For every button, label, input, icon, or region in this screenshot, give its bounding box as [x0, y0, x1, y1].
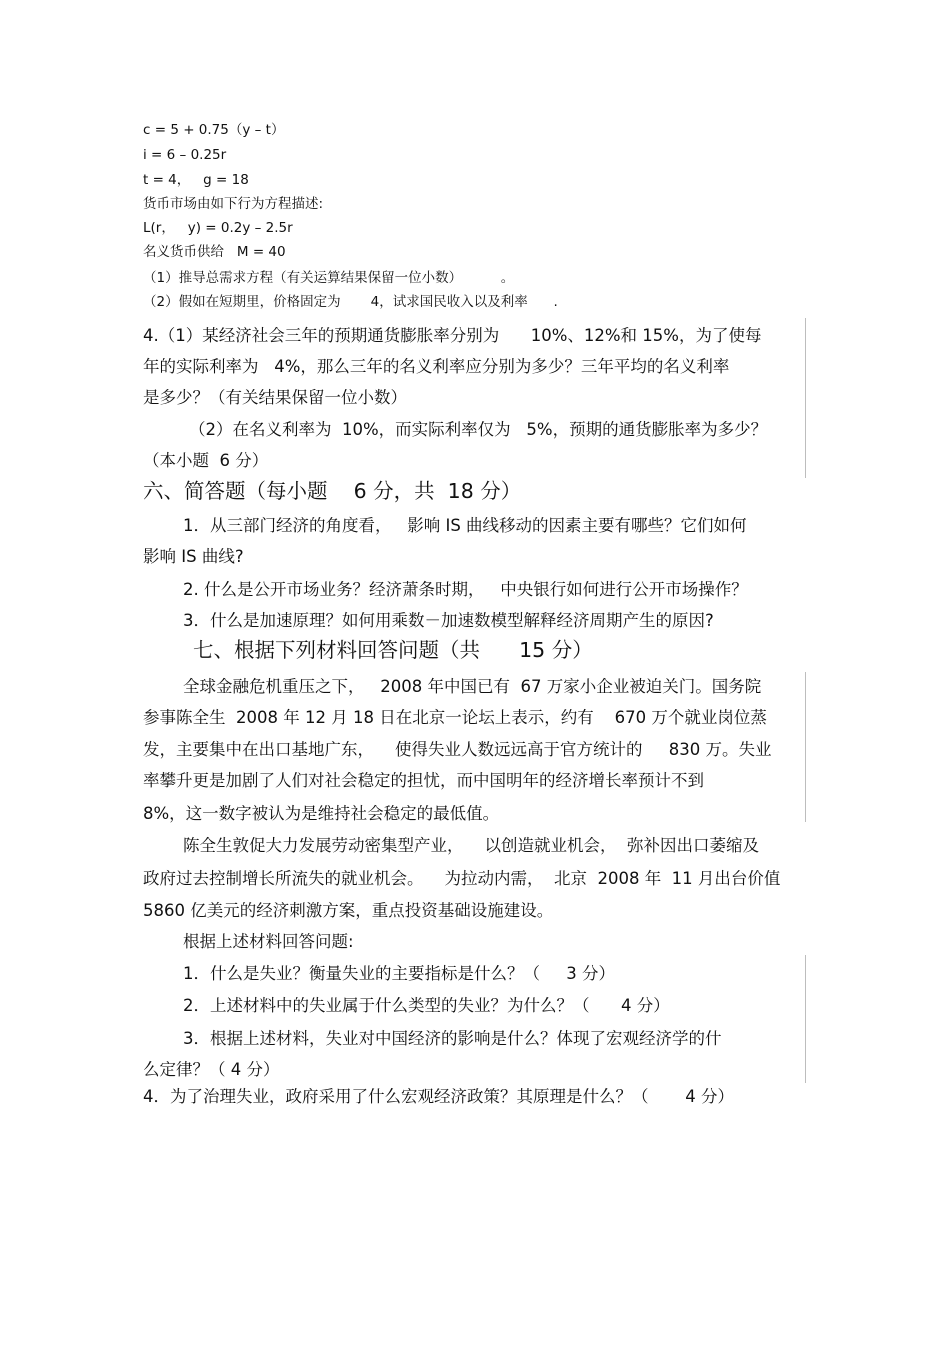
q3-subquestion-1: （1）推导总需求方程（有关运算结果保留一位小数） 。	[143, 270, 515, 286]
section7-paragraph-line: 率攀升更是加剧了人们对社会稳定的担忧，而中国明年的经济增长率预计不到	[143, 771, 704, 790]
q3-money-market-intro: 货币市场由如下行为方程描述:	[143, 196, 324, 212]
q4-line: 4.（1）某经济社会三年的预期通货膨胀率分别为 10%、12%和 15%，为了使每	[143, 326, 762, 345]
section7-question: 3．根据上述材料，失业对中国经济的影响是什么？体现了宏观经济学的什	[183, 1029, 722, 1048]
section7-paragraph-line: 全球金融危机重压之下， 2008 年中国已有 67 万家小企业被迫关门。国务院	[183, 677, 762, 696]
section7-paragraph-line: 8%，这一数字被认为是维持社会稳定的最低值。	[143, 804, 500, 823]
q3-money-supply: 名义货币供给 M = 40	[143, 244, 286, 260]
q3-equation-consumption: c = 5 + 0.75（y – t）	[143, 122, 285, 138]
section7-paragraph-line: 5860 亿美元的经济刺激方案，重点投资基础设施建设。	[143, 901, 554, 920]
q4-line: （本小题 6 分）	[143, 451, 269, 470]
section7-paragraph-line: 根据上述材料回答问题:	[183, 932, 354, 951]
section7-paragraph-line: 参事陈全生 2008 年 12 月 18 日在北京一论坛上表示，约有 670 万个就业岗位蒸	[143, 708, 767, 727]
section7-heading: 七、根据下列材料回答问题（共 15 分）	[193, 638, 593, 662]
q3-equation-money-demand: L(r， y) = 0.2y – 2.5r	[143, 220, 293, 236]
section7-question: 1．什么是失业？衡量失业的主要指标是什么？（ 3 分）	[183, 964, 615, 983]
section7-question: 2．上述材料中的失业属于什么类型的失业？为什么？（ 4 分）	[183, 996, 670, 1015]
section7-paragraph-line: 发，主要集中在出口基地广东， 使得失业人数远远高于官方统计的 830 万。失业	[143, 740, 772, 759]
section6-line: 1．从三部门经济的角度看， 影响 IS 曲线移动的因素主要有哪些？它们如何	[183, 516, 747, 535]
q4-margin-rule	[805, 318, 806, 478]
section6-line: 2. 什么是公开市场业务？经济萧条时期， 中央银行如何进行公开市场操作？	[183, 580, 748, 599]
section6-heading: 六、简答题（每小题 6 分，共 18 分）	[143, 479, 522, 503]
section7-question: 么定律？（ 4 分）	[143, 1060, 280, 1079]
q4-line: 年的实际利率为 4%，那么三年的名义利率应分别为多少？三年平均的名义利率	[143, 357, 730, 376]
q3-equation-investment: i = 6 – 0.25r	[143, 147, 227, 163]
q4-line: （2）在名义利率为 10%，而实际利率仅为 5%，预期的通货膨胀率为多少？	[189, 420, 768, 439]
section7-question: 4．为了治理失业，政府采用了什么宏观经济政策？其原理是什么？（ 4 分）	[143, 1087, 734, 1106]
section6-line: 影响 IS 曲线?	[143, 547, 244, 566]
section7-paragraph-line: 政府过去控制增长所流失的就业机会。 为拉动内需， 北京 2008 年 11 月出台价值	[143, 869, 781, 888]
section7-margin-rule	[805, 672, 806, 822]
q4-line: 是多少？（有关结果保留一位小数）	[143, 388, 407, 407]
section6-line: 3．什么是加速原理？如何用乘数－加速数模型解释经济周期产生的原因?	[183, 611, 714, 630]
q3-subquestion-2: （2）假如在短期里，价格固定为 4，试求国民收入以及利率 .	[143, 294, 558, 310]
section7-paragraph-line: 陈全生敦促大力发展劳动密集型产业， 以创造就业机会， 弥补因出口萎缩及	[183, 836, 759, 855]
section7-questions-margin-rule	[805, 955, 806, 1083]
q3-equation-tax-gov: t = 4， g = 18	[143, 172, 249, 188]
